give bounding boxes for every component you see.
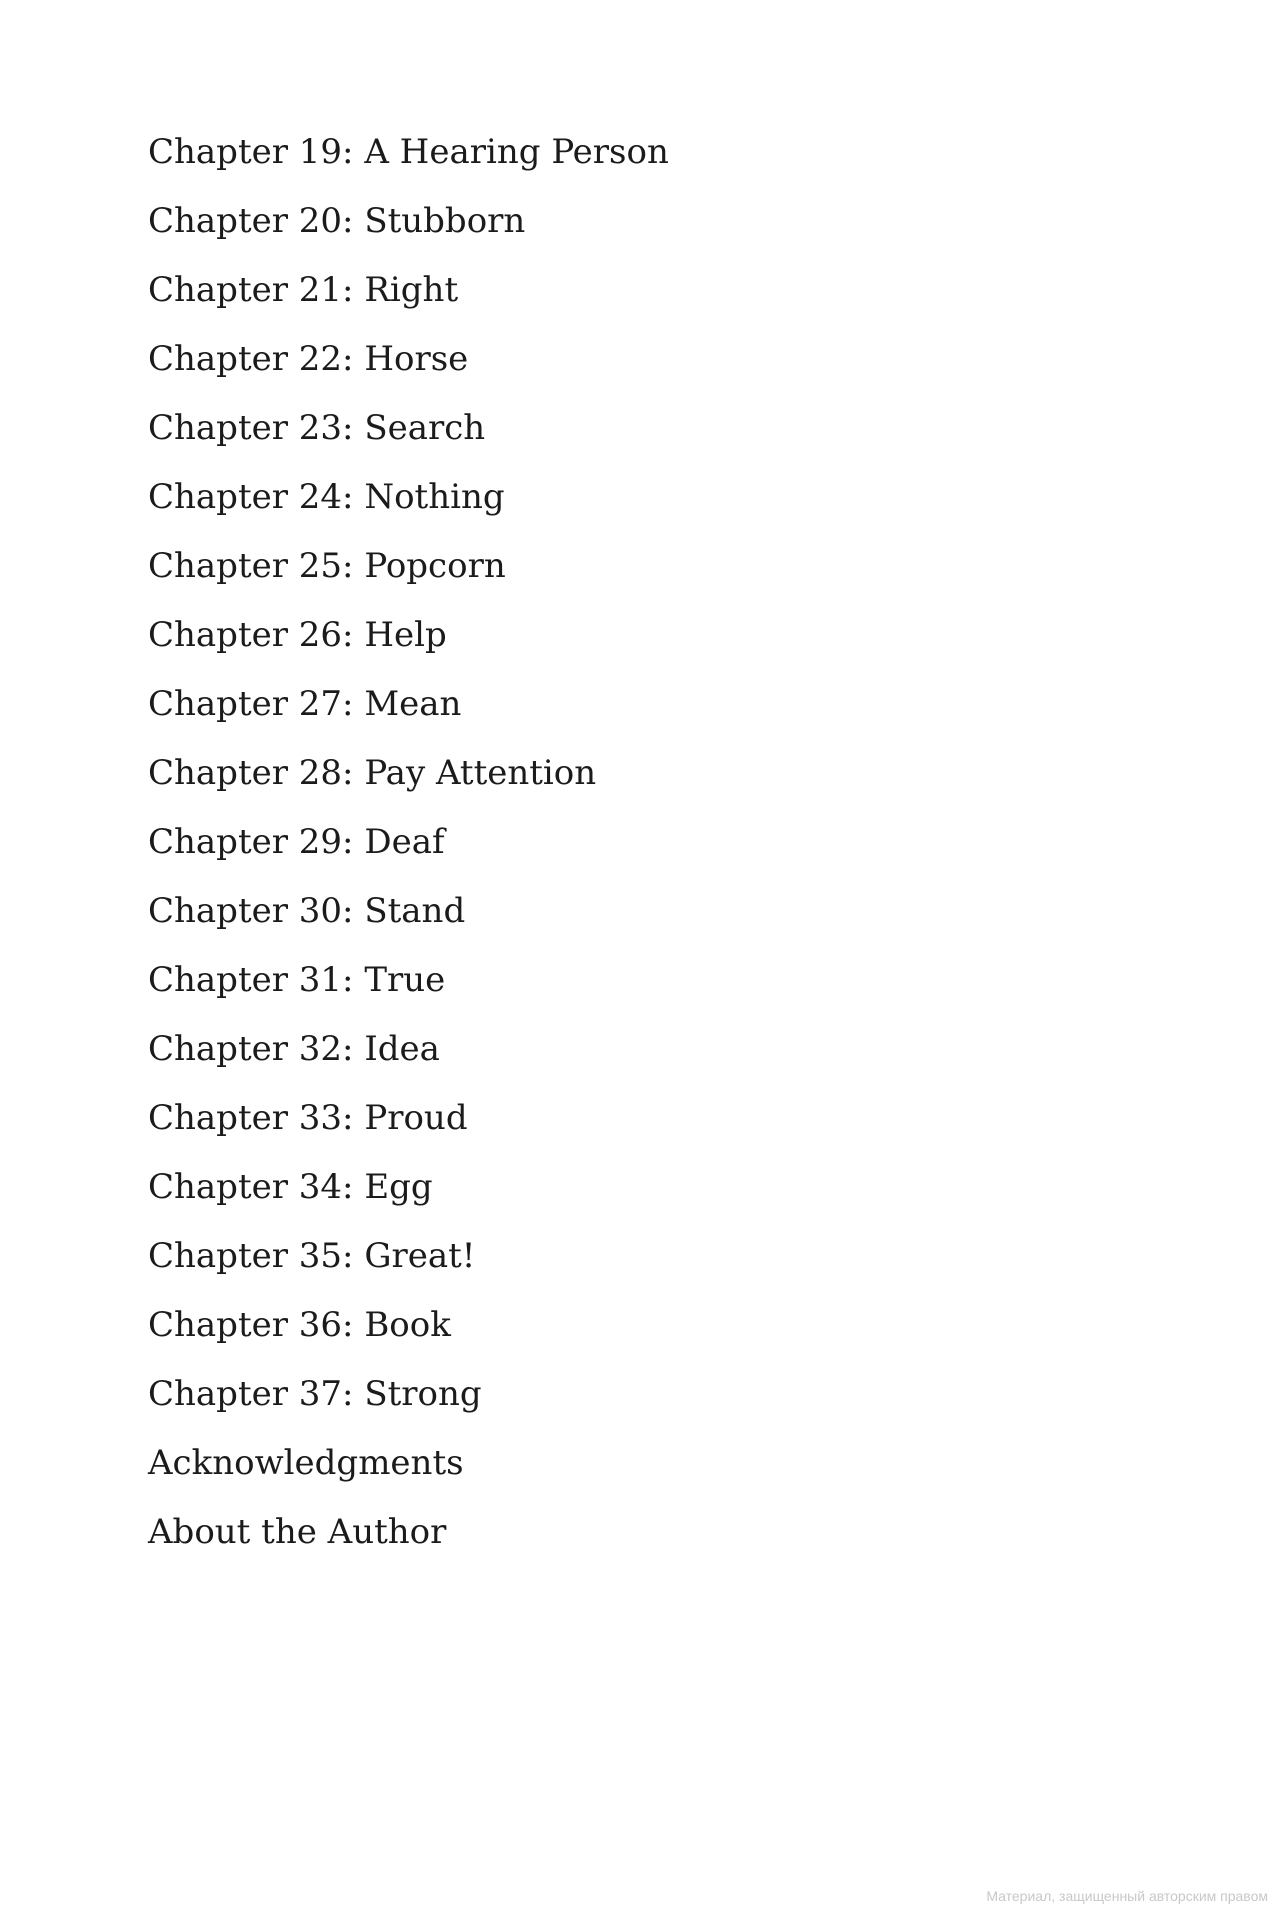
toc-item-chapter-24[interactable]: Chapter 24: Nothing: [148, 477, 505, 517]
toc-item-chapter-23[interactable]: Chapter 23: Search: [148, 408, 486, 448]
toc-item-chapter-19[interactable]: Chapter 19: A Hearing Person: [148, 132, 669, 172]
toc-item-chapter-20[interactable]: Chapter 20: Stubborn: [148, 201, 526, 241]
table-of-contents: [148, 126, 669, 1575]
toc-item-chapter-26[interactable]: Chapter 26: Help: [148, 615, 447, 655]
toc-item-chapter-30[interactable]: Chapter 30: Stand: [148, 891, 466, 931]
toc-item-chapter-22[interactable]: Chapter 22: Horse: [148, 339, 469, 379]
toc-item-chapter-21[interactable]: Chapter 21: Right: [148, 270, 459, 310]
toc-item-chapter-31[interactable]: Chapter 31: True: [148, 960, 446, 1000]
toc-item-chapter-37[interactable]: Chapter 37: Strong: [148, 1374, 482, 1414]
toc-item-chapter-36[interactable]: Chapter 36: Book: [148, 1305, 451, 1345]
toc-item-chapter-27[interactable]: Chapter 27: Mean: [148, 684, 462, 724]
toc-item-chapter-34[interactable]: Chapter 34: Egg: [148, 1167, 433, 1207]
toc-item-chapter-29[interactable]: Chapter 29: Deaf: [148, 822, 445, 862]
toc-item-chapter-32[interactable]: Chapter 32: Idea: [148, 1029, 440, 1069]
toc-item-chapter-35[interactable]: Chapter 35: Great!: [148, 1236, 476, 1276]
toc-item-chapter-33[interactable]: Chapter 33: Proud: [148, 1098, 468, 1138]
toc-item-about-the-author[interactable]: About the Author: [148, 1512, 447, 1552]
copyright-watermark: Материал, защищенный авторским правом: [986, 1888, 1268, 1904]
toc-item-chapter-28[interactable]: Chapter 28: Pay Attention: [148, 753, 597, 793]
toc-item-chapter-25[interactable]: Chapter 25: Popcorn: [148, 546, 506, 586]
toc-item-acknowledgments[interactable]: Acknowledgments: [148, 1443, 464, 1483]
